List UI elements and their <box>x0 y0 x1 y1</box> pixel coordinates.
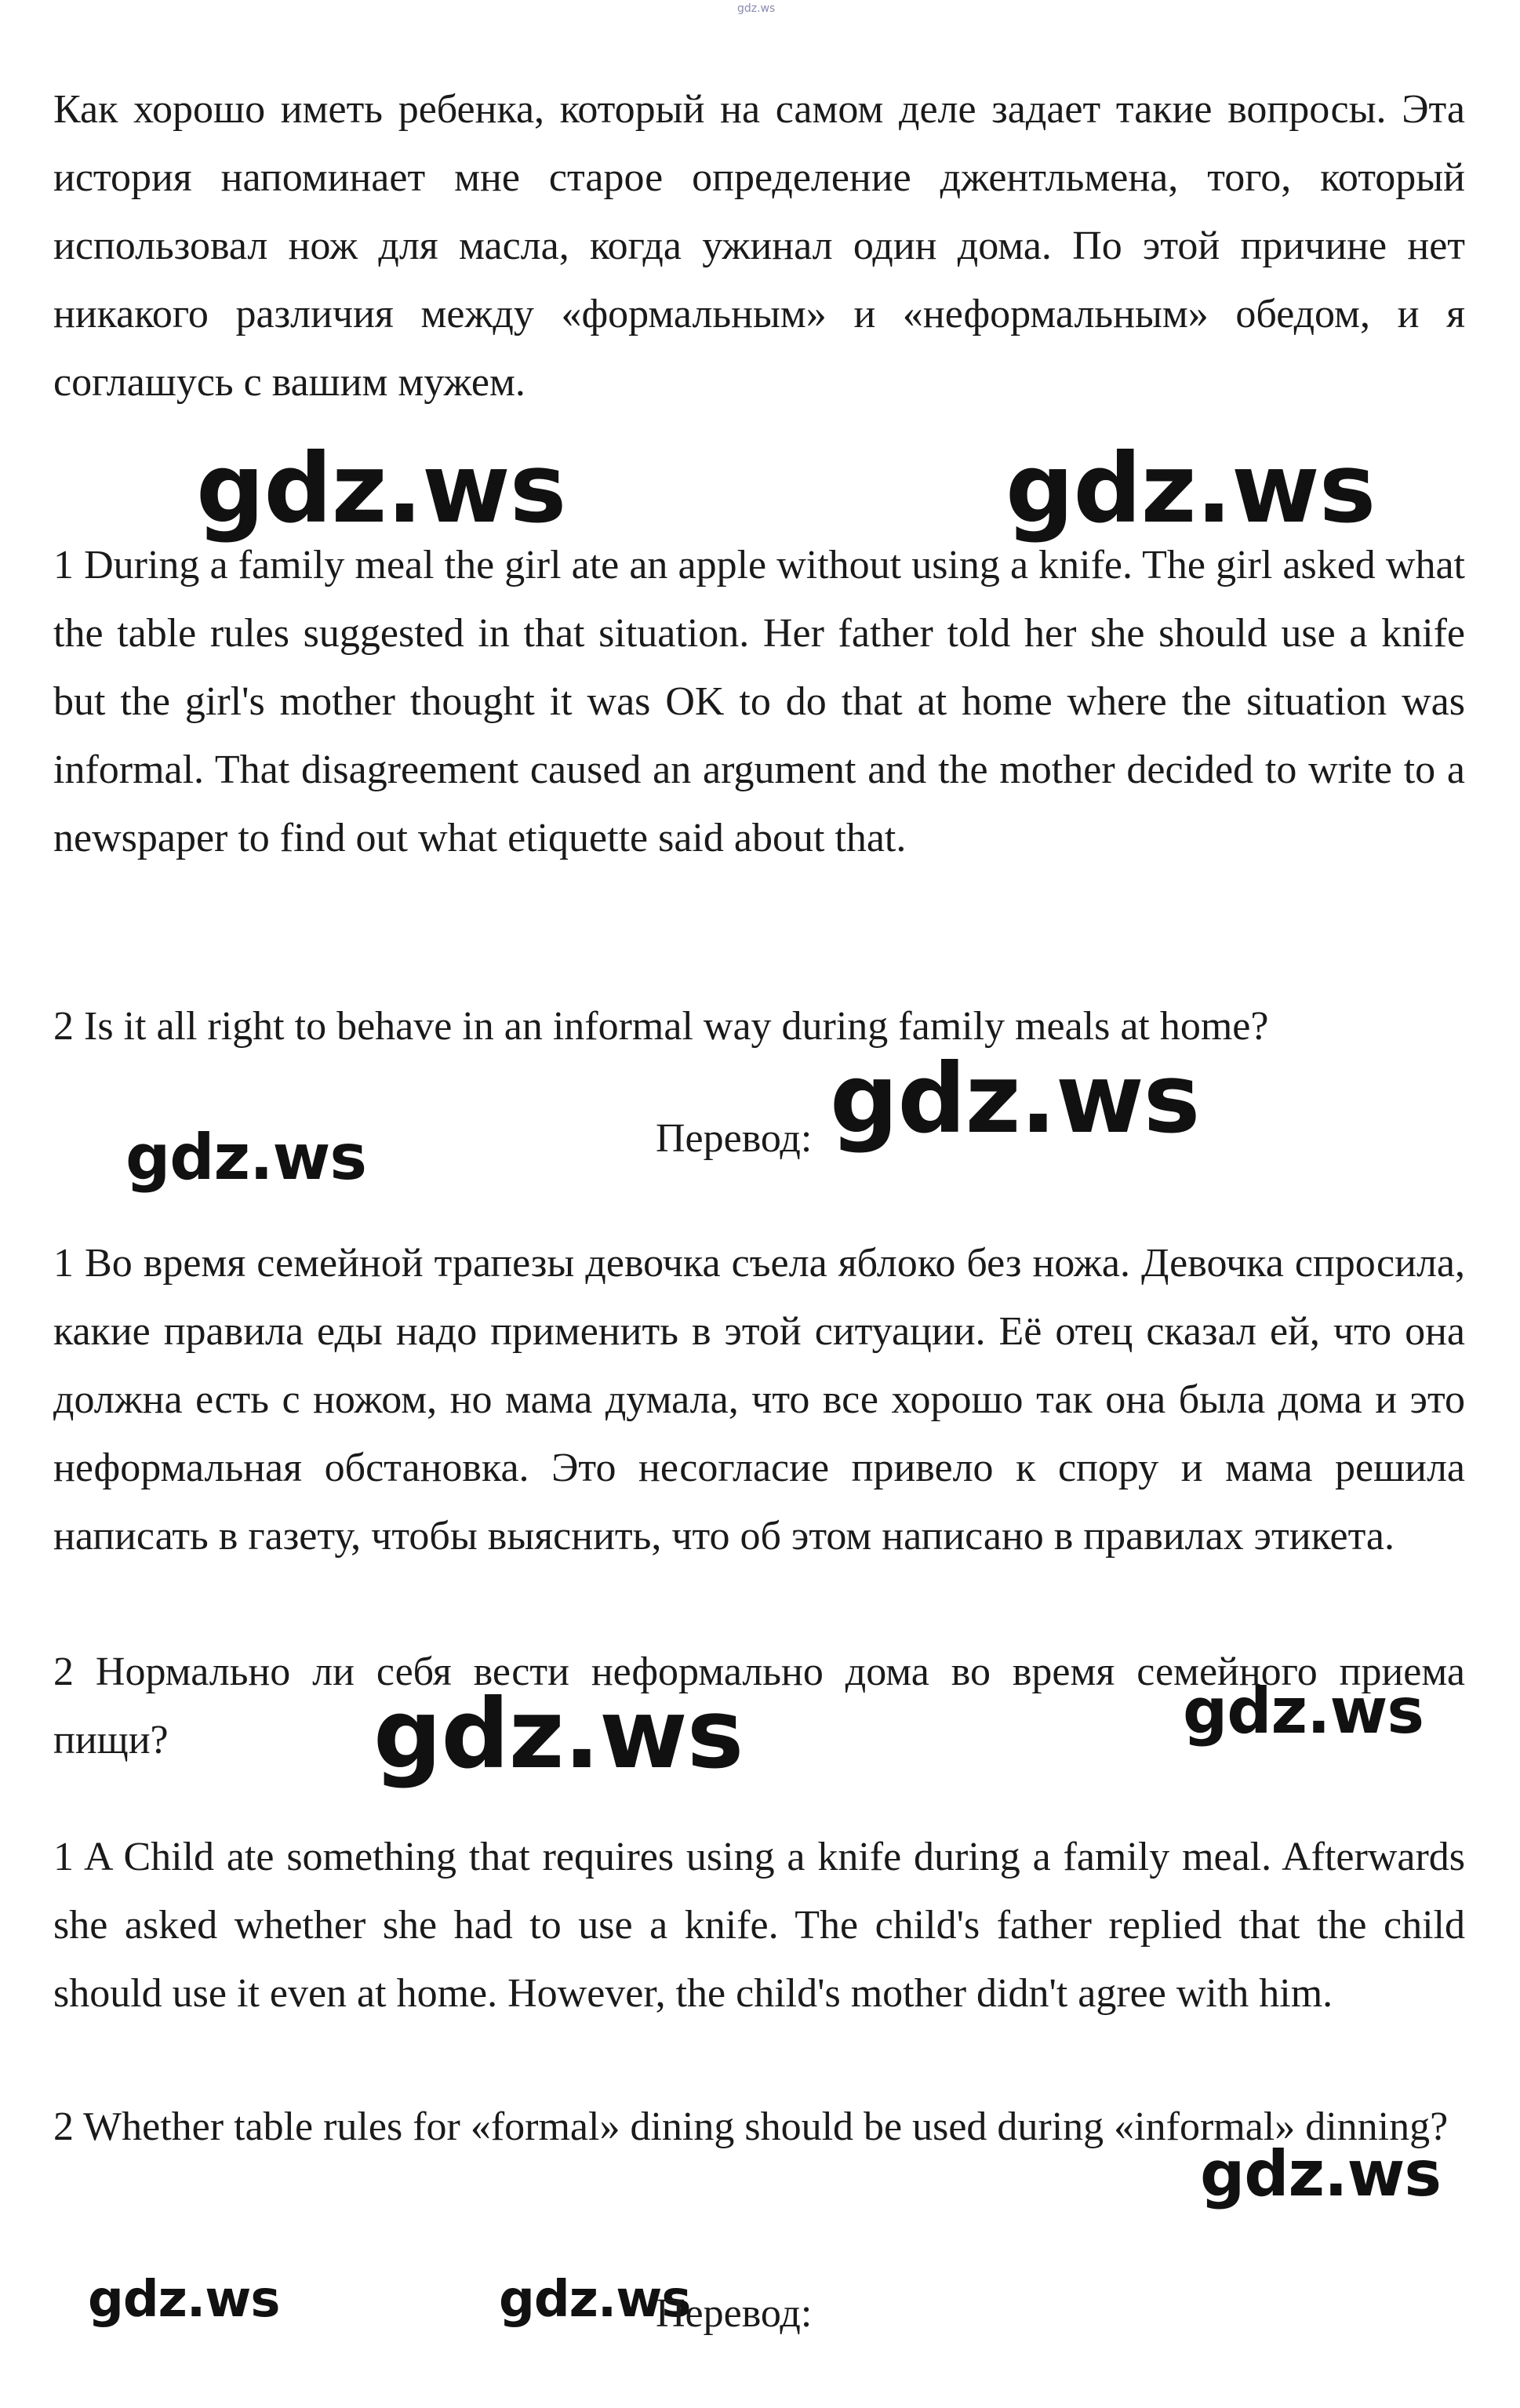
watermark: gdz.ws <box>88 2271 280 2329</box>
russian-answer-1: 1 Во время семейной трапезы девочка съела яблоко без ножа. Девочка спросила, какие правила еды надо применить в этой ситуации. Её отец сказал ей, что она должна есть с ножом, но мама думала, что все хорошо так она была дома и это неформальная обстановка. Это несогласие привело к спору и мама решила написать в газету, чтобы выяснить, что об этом написано в правилах этикета. <box>53 1241 1465 1559</box>
watermark: gdz.ws <box>1183 1675 1424 1748</box>
russian-answer-2: 2 Нормально ли себя вести неформально дома во время семейного приема пищи? <box>53 1650 1465 1762</box>
header-watermark: gdz.ws <box>737 2 776 15</box>
watermark: gdz.ws <box>125 1121 367 1194</box>
watermark: gdz.ws <box>196 433 566 544</box>
watermark: gdz.ws <box>1005 433 1376 544</box>
english-alt-answer-2: 2 Whether table rules for «formal» dining should be used during «informal» dinning? <box>53 2104 1449 2149</box>
english-alt-answer-1: 1 A Child ate something that requires using a knife during a family meal. Afterwards she asked whether she had to use a knife. The child's father replied that the child should use it even at home. However, the child's mother didn't agree with him. <box>53 1835 1465 2016</box>
english-answer-2: 2 Is it all right to behave in an informal way during family meals at home? <box>53 1004 1269 1049</box>
russian-letter-paragraph: Как хорошо иметь ребенка, который на самом деле задает такие вопросы. Эта история напоминает мне старое определение джентльмена, того, который использовал нож для масла, когда ужинал один дома. По этой причине нет никакого различия между «формальным» и «неформальным» обедом, и я соглашусь с вашим мужем. <box>53 87 1465 405</box>
translation-label: Перевод: <box>656 1116 813 1161</box>
english-answer-1: 1 During a family meal the girl ate an apple without using a knife. The girl asked what the table rules suggested in that situation. Her father told her she should use a knife but the girl's mother thought it was OK to do that at home where the situation was informal. That disagreement caused an argument and the mother decided to write to a newspaper to find out what etiquette said about that. <box>53 543 1465 860</box>
translation-label: Перевод: <box>656 2291 813 2336</box>
watermark: gdz.ws <box>1200 2137 1442 2210</box>
watermark: gdz.ws <box>373 1679 744 1790</box>
watermark: gdz.ws <box>499 2271 691 2329</box>
watermark: gdz.ws <box>830 1043 1200 1155</box>
